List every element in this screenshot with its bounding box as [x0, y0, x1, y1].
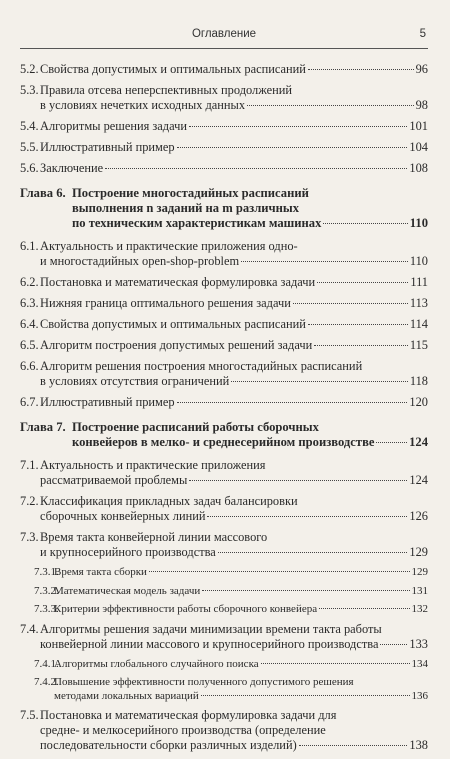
entry-page-number: 132: [411, 603, 428, 615]
entry-title: [40, 140, 428, 155]
chapter-label: Глава 6.: [20, 186, 66, 200]
title-line: средне- и мелкосерийного производства (определение: [40, 723, 326, 737]
entry-title: [54, 676, 428, 703]
title-line: по техническим характеристикам машинах: [72, 216, 322, 230]
title-line: рассматриваемой проблемы: [40, 473, 188, 487]
title-line: Нижняя граница оптимального решения задачи: [40, 296, 291, 310]
page-number: 5: [419, 28, 426, 40]
title-line: Математическая модель задачи: [54, 584, 201, 597]
title-line: Заключение: [40, 161, 104, 175]
entry-page-number: 136: [411, 689, 428, 702]
entry-title: [40, 296, 428, 311]
entry-page-number: 101: [409, 119, 428, 133]
dot-leader: [247, 105, 414, 106]
toc-entry[interactable]: [34, 566, 428, 580]
title-line: Время такта сборки: [54, 566, 147, 578]
title-last-line: [40, 98, 428, 113]
entry-title: [40, 395, 428, 410]
title-line: Актуальность и практические приложения: [40, 458, 266, 472]
title-line: Построение многостадийных расписаний: [72, 186, 309, 200]
title-line: конвейеров в мелко- и среднесерийном производстве: [72, 435, 375, 449]
section-number: 6.5.: [20, 338, 39, 352]
entry-page-number: 110: [409, 216, 428, 230]
entry-title: [54, 566, 428, 580]
section-number: 7.3.: [20, 530, 39, 544]
entry-page-number: 120: [409, 395, 428, 409]
entry-title: [40, 239, 428, 269]
entry-title: [40, 708, 428, 753]
dot-leader: [308, 69, 414, 70]
toc-entry[interactable]: [34, 585, 428, 599]
section-number: 7.4.: [20, 621, 39, 636]
title-line: Актуальность и практические приложения одно-: [40, 239, 298, 253]
entry-page-number: 133: [409, 636, 428, 651]
toc-entry[interactable]: [20, 359, 428, 389]
toc-entry[interactable]: [20, 140, 428, 155]
title-line: Алгоритм построения допустимых решений задачи: [40, 338, 313, 352]
entry-page-number: 124: [409, 473, 428, 487]
dot-leader: [218, 552, 408, 553]
running-title: Оглавление: [191, 28, 257, 40]
title-last-line: [54, 566, 428, 580]
toc-entry[interactable]: [34, 676, 428, 703]
entry-title: [40, 338, 428, 353]
toc-entry[interactable]: [20, 530, 428, 560]
entry-page-number: 110: [409, 254, 428, 268]
dot-leader: [149, 571, 410, 572]
section-number: 5.4.: [20, 119, 39, 133]
dot-leader: [314, 345, 408, 346]
entry-title: [40, 359, 428, 389]
header-rule: [20, 48, 428, 49]
page-header: [20, 26, 428, 46]
section-number: 7.3.3.: [34, 603, 59, 615]
toc-entry[interactable]: [34, 658, 428, 672]
title-last-line: [54, 603, 428, 617]
title-last-line: [40, 161, 428, 176]
section-number: 5.5.: [20, 140, 39, 154]
section-number: 5.2.: [20, 62, 39, 76]
section-number: 7.1.: [20, 458, 39, 472]
title-line: Постановка и математическая формулировка задачи: [40, 275, 316, 289]
toc-entry[interactable]: [20, 296, 428, 311]
toc-entry[interactable]: [20, 83, 428, 113]
title-line: Построение расписаний работы сборочных: [72, 420, 319, 434]
title-line: Алгоритмы глобального случайного поиска: [54, 657, 259, 670]
title-last-line: [40, 395, 428, 410]
dot-leader: [317, 282, 408, 283]
entry-page-number: 118: [409, 374, 428, 388]
title-last-line: [40, 473, 428, 488]
dot-leader: [201, 695, 410, 696]
dot-leader: [177, 147, 408, 148]
entry-page-number: 108: [409, 161, 428, 175]
title-last-line: [40, 296, 428, 311]
entry-title: [40, 530, 428, 560]
toc-entry[interactable]: [20, 275, 428, 290]
dot-leader: [308, 324, 408, 325]
dot-leader: [293, 303, 408, 304]
title-line: в условиях нечетких исходных данных: [40, 98, 246, 112]
title-line: и крупносерийного производства: [40, 545, 216, 559]
entry-page-number: 131: [411, 584, 428, 597]
entry-page-number: 113: [409, 296, 428, 310]
title-last-line: [54, 658, 428, 672]
title-last-line: [40, 275, 428, 290]
title-line: Правила отсева неперспективных продолжений: [40, 83, 292, 97]
entry-title: [54, 603, 428, 617]
dot-leader: [261, 663, 410, 664]
section-number: 5.6.: [20, 161, 39, 175]
title-last-line: [40, 140, 428, 155]
dot-leader: [380, 644, 407, 645]
title-line: Свойства допустимых и оптимальных расписаний: [40, 62, 306, 76]
section-number: 6.1.: [20, 239, 39, 253]
dot-leader: [231, 381, 408, 382]
title-line: Алгоритмы решения задачи: [40, 119, 187, 133]
entry-page-number: 114: [409, 317, 428, 331]
title-last-line: [40, 338, 428, 353]
dot-leader: [319, 608, 409, 609]
title-line: последовательности сборки различных изделий): [40, 738, 297, 752]
title-line: Алгоритм решения построения многостадийных расписаний: [40, 359, 363, 373]
entry-page-number: 129: [409, 545, 428, 559]
toc-entry[interactable]: [20, 62, 428, 77]
title-line: и многостадийных open-shop-problem: [40, 254, 240, 268]
toc-entry[interactable]: [20, 317, 428, 332]
entry-title: [40, 494, 428, 524]
dot-leader: [105, 168, 407, 169]
toc-entry[interactable]: [20, 239, 428, 269]
entry-title: [40, 275, 428, 290]
title-last-line: [54, 585, 428, 599]
toc-entry[interactable]: [20, 161, 428, 176]
toc-entry[interactable]: [20, 494, 428, 524]
section-number: 6.2.: [20, 275, 39, 289]
section-number: 6.3.: [20, 296, 39, 310]
title-line: Иллюстративный пример: [40, 140, 175, 154]
title-last-line: [40, 317, 428, 332]
title-last-line: [54, 690, 428, 704]
entry-title: [40, 622, 428, 652]
entry-page-number: 115: [409, 338, 428, 352]
title-line: Алгоритмы решения задачи минимизации времени такта работы: [40, 621, 382, 636]
title-last-line: [40, 254, 428, 269]
entry-page-number: 98: [415, 98, 428, 112]
entry-title: [40, 458, 428, 488]
section-number: 7.4.1.: [34, 657, 59, 670]
title-last-line: [40, 738, 428, 753]
title-line: выполнения n заданий на m различных: [72, 201, 300, 215]
title-last-line: [40, 545, 428, 560]
title-line: конвейерной линии массового и крупносерийного производства: [40, 636, 379, 651]
section-number: 6.6.: [20, 359, 39, 373]
toc-entry[interactable]: [20, 622, 428, 652]
title-line: методами локальных вариаций: [54, 689, 199, 702]
section-number: 7.3.2.: [34, 584, 59, 597]
title-line: Критерии эффективности работы сборочного конвейера: [54, 603, 318, 615]
dot-leader: [177, 402, 408, 403]
dot-leader: [189, 480, 407, 481]
entry-page-number: 134: [411, 657, 428, 670]
toc-entry[interactable]: [20, 458, 428, 488]
entry-page-number: 111: [410, 275, 428, 289]
dot-leader: [241, 261, 408, 262]
section-number: 7.3.1.: [34, 566, 59, 578]
toc-entry[interactable]: [20, 119, 428, 134]
title-last-line: [72, 216, 428, 231]
title-last-line: [40, 374, 428, 389]
dot-leader: [207, 516, 407, 517]
title-line: в условиях отсутствия ограничений: [40, 374, 230, 388]
entry-page-number: 129: [411, 566, 428, 578]
title-line: Постановка и математическая формулировка задачи для: [40, 708, 337, 722]
table-of-contents: [20, 62, 428, 759]
title-line: Иллюстративный пример: [40, 395, 175, 409]
section-number: 5.3.: [20, 83, 39, 97]
chapter-entry[interactable]: [20, 420, 428, 450]
entry-title: [40, 317, 428, 332]
title-last-line: [40, 62, 428, 77]
chapter-entry[interactable]: [20, 186, 428, 231]
section-number: 6.4.: [20, 317, 39, 331]
section-number: 6.7.: [20, 395, 39, 409]
entry-title: [54, 585, 428, 599]
entry-title: [40, 119, 428, 134]
title-last-line: [40, 509, 428, 524]
dot-leader: [299, 745, 408, 746]
title-last-line: [72, 435, 428, 450]
toc-entry[interactable]: [20, 395, 428, 410]
toc-entry[interactable]: [20, 708, 428, 753]
title-line: Время такта конвейерной линии массового: [40, 530, 268, 544]
dot-leader: [376, 442, 407, 443]
entry-page-number: 124: [409, 435, 428, 449]
entry-page-number: 104: [409, 140, 428, 154]
entry-page-number: 126: [409, 509, 428, 523]
title-line: сборочных конвейерных линий: [40, 509, 206, 523]
title-line: Свойства допустимых и оптимальных расписаний: [40, 317, 306, 331]
title-line: Повышение эффективности полученного допустимого решения: [54, 676, 354, 688]
dot-leader: [202, 590, 409, 591]
entry-page-number: 96: [415, 62, 428, 76]
dot-leader: [323, 223, 407, 224]
section-number: 7.5.: [20, 708, 39, 722]
entry-title: [54, 658, 428, 672]
entry-title: [40, 62, 428, 77]
entry-page-number: 138: [409, 738, 428, 752]
title-last-line: [40, 119, 428, 134]
entry-title: [40, 161, 428, 176]
dot-leader: [189, 126, 407, 127]
entry-title: [72, 186, 428, 231]
entry-title: [72, 420, 428, 450]
title-line: Классификация прикладных задач балансировки: [40, 494, 298, 508]
toc-entry[interactable]: [34, 603, 428, 617]
section-number: 7.4.2.: [34, 676, 59, 688]
title-last-line: [40, 637, 428, 652]
toc-entry[interactable]: [20, 338, 428, 353]
entry-title: [40, 83, 428, 113]
chapter-label: Глава 7.: [20, 420, 66, 434]
section-number: 7.2.: [20, 494, 39, 508]
